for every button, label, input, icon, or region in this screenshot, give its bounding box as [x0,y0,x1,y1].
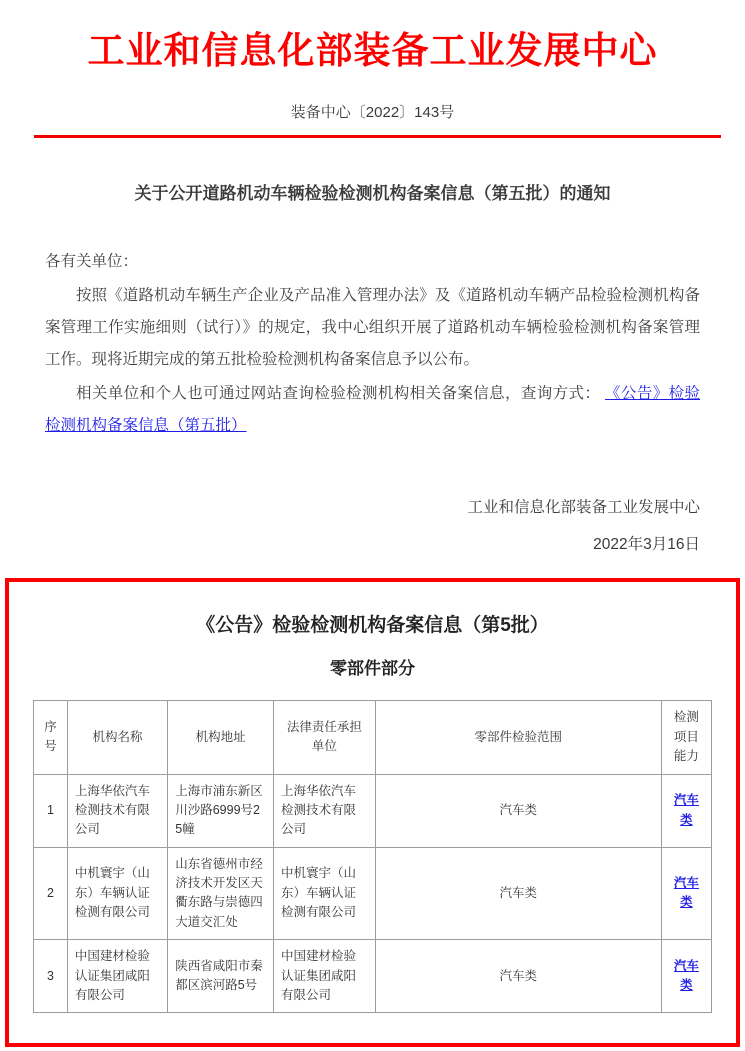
cell-org-name: 中机寰宇（山东）车辆认证检测有限公司 [67,847,167,940]
cell-no: 2 [34,847,68,940]
col-header-legal: 法律责任承担单位 [274,701,376,774]
cell-capability [661,774,711,847]
table-header-row [34,701,712,774]
col-header-capability: 检测项目能力 [661,701,711,774]
cell-legal-entity: 中机寰宇（山东）车辆认证检测有限公司 [274,847,376,940]
cell-capability [661,940,711,1013]
paragraph-2 [45,378,700,442]
notice-body [45,246,700,561]
salutation: 各有关单位： [45,253,139,270]
signature: 工业和信息化部装备工业发展中心 [467,498,700,516]
doc-number: 装备中心〔2022〕143号 [290,104,455,121]
cell-org-address: 上海市浦东新区川沙路6999号25幢 [168,774,274,847]
capability-link[interactable]: 汽车类 [673,958,699,993]
col-header-address: 机构地址 [168,701,274,774]
announcement-box-subtitle: 零部件部分 [330,659,415,679]
cell-legal-entity: 中国建材检验认证集团咸阳有限公司 [274,940,376,1013]
cell-scope: 汽车类 [375,940,661,1013]
announcement-box [5,578,740,1047]
red-divider [34,135,721,138]
registration-table [33,700,712,1013]
cell-no: 1 [34,774,68,847]
table-row [34,774,712,847]
paragraph-2-text: 相关单位和个人也可通过网站查询检验检测机构相关备案信息，查询方式： [76,384,606,402]
cell-scope: 汽车类 [375,774,661,847]
table-row [34,847,712,940]
notice-title: 关于公开道路机动车辆检验检测机构备案信息（第五批）的通知 [134,184,611,203]
paragraph-1: 按照《道路机动车辆生产企业及产品准入管理办法》及《道路机动车辆产品检验检测机构备案管理工作实施细则（试行）》的规定，我中心组织开展了道路机动车辆检验检测机构备案管理工作。现将近期完成的第五批检验检测机构备案信息予以公布。 [45,286,700,368]
col-header-scope: 零部件检验范围 [375,701,661,774]
cell-capability [661,847,711,940]
capability-link[interactable]: 汽车类 [673,793,699,827]
org-title: 工业和信息化部装备工业发展中心 [87,31,658,72]
cell-org-address: 陕西省咸阳市秦都区滨河路5号 [168,940,274,1013]
table-row [34,940,712,1013]
cell-org-address: 山东省德州市经济技术开发区天衢东路与崇德四大道交汇处 [168,847,274,940]
date: 2022年3月16日 [593,536,700,554]
announcement-link[interactable]: 《公告》检验检测机构备案信息（第五批） [45,384,700,434]
cell-org-name: 上海华依汽车检测技术有限公司 [67,774,167,847]
announcement-box-title: 《公告》检验检测机构备案信息（第5批） [196,615,549,637]
cell-org-name: 中国建材检验认证集团咸阳有限公司 [67,940,167,1013]
cell-no: 3 [34,940,68,1013]
cell-scope: 汽车类 [375,847,661,940]
cell-legal-entity: 上海华依汽车检测技术有限公司 [274,774,376,847]
col-header-name: 机构名称 [67,701,167,774]
capability-link[interactable]: 汽车类 [673,876,699,910]
col-header-no: 序号 [34,701,68,774]
